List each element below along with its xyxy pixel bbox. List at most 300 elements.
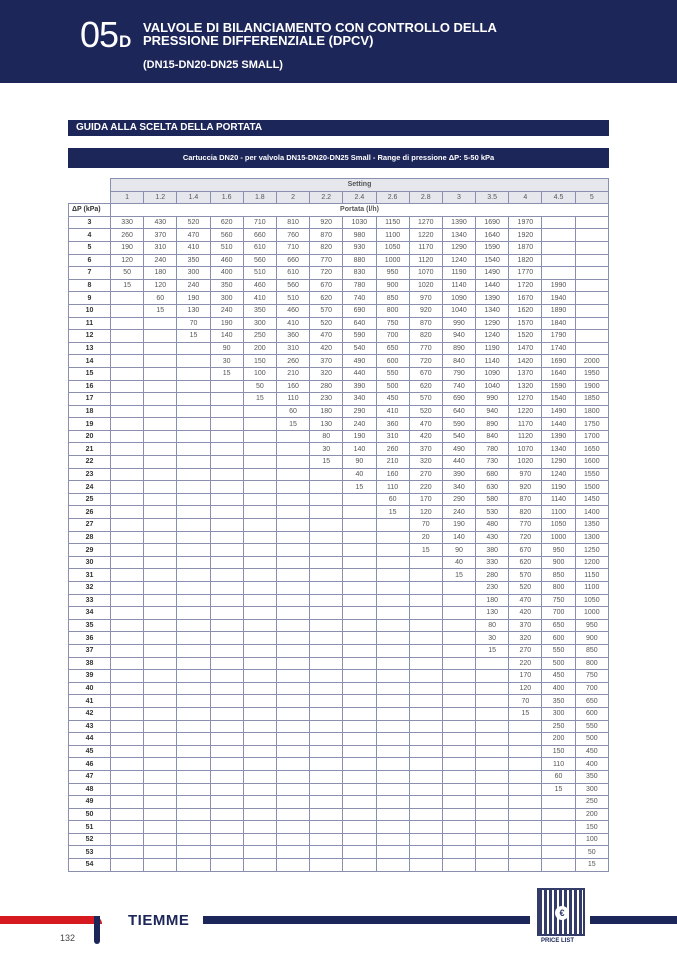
flow-cell: [210, 707, 243, 720]
dp-value: 51: [69, 821, 111, 834]
flow-cell: 620: [509, 556, 542, 569]
flow-cell: 1100: [376, 229, 409, 242]
flow-cell: [376, 670, 409, 683]
flow-cell: [409, 733, 442, 746]
flow-cell: [177, 493, 210, 506]
flow-cell: [409, 796, 442, 809]
table-row: [69, 821, 609, 834]
dp-value: 34: [69, 607, 111, 620]
flow-cell: 220: [409, 481, 442, 494]
section-title: GUIDA ALLA SCELTA DELLA PORTATA: [68, 120, 609, 136]
flow-cell: [111, 569, 144, 582]
flow-cell: 640: [442, 405, 475, 418]
flow-cell: [310, 745, 343, 758]
flow-cell: 1050: [542, 519, 575, 532]
flow-cell: 15: [476, 644, 509, 657]
flow-cell: [310, 670, 343, 683]
flow-cell: 1220: [509, 405, 542, 418]
flow-cell: 1700: [575, 430, 608, 443]
flow-cell: 1520: [509, 330, 542, 343]
flow-cell: [276, 707, 309, 720]
flow-cell: [210, 695, 243, 708]
table-row: [69, 380, 609, 393]
flow-cell: 1490: [542, 405, 575, 418]
flow-cell: [243, 808, 276, 821]
flow-cell: [177, 519, 210, 532]
flow-cell: [111, 493, 144, 506]
flow-cell: [243, 733, 276, 746]
flow-cell: 1050: [575, 594, 608, 607]
flow-cell: [210, 619, 243, 632]
flow-cell: [310, 619, 343, 632]
flow-cell: 1000: [575, 607, 608, 620]
dp-value: 49: [69, 796, 111, 809]
flow-cell: [509, 758, 542, 771]
flow-cell: [310, 657, 343, 670]
flow-cell: 350: [243, 304, 276, 317]
flow-cell: 1500: [575, 481, 608, 494]
flow-cell: 520: [310, 317, 343, 330]
flow-cell: 1620: [509, 304, 542, 317]
flow-cell: [210, 821, 243, 834]
flow-cell: [243, 456, 276, 469]
flow-cell: [476, 657, 509, 670]
flow-cell: 370: [409, 443, 442, 456]
flow-cell: 1240: [542, 468, 575, 481]
flow-cell: 1070: [409, 267, 442, 280]
flow-cell: 90: [442, 544, 475, 557]
flow-cell: 1040: [442, 304, 475, 317]
flow-cell: 1590: [542, 380, 575, 393]
flow-cell: 1250: [575, 544, 608, 557]
flow-cell: [310, 783, 343, 796]
flow-cell: [409, 859, 442, 872]
flow-cell: [144, 758, 177, 771]
flow-cell: [177, 796, 210, 809]
flow-cell: 310: [144, 241, 177, 254]
flow-cell: 1340: [476, 304, 509, 317]
flow-cell: 300: [575, 783, 608, 796]
flow-cell: 190: [343, 430, 376, 443]
flow-cell: [476, 821, 509, 834]
flow-cell: [310, 569, 343, 582]
flow-cell: 15: [243, 393, 276, 406]
flow-cell: [343, 569, 376, 582]
flow-cell: [210, 481, 243, 494]
flow-cell: 520: [409, 405, 442, 418]
flow-cell: 750: [575, 670, 608, 683]
flow-cell: [343, 796, 376, 809]
flow-cell: [376, 808, 409, 821]
page-number: 132: [60, 933, 76, 943]
flow-cell: 1050: [376, 241, 409, 254]
flow-cell: [276, 519, 309, 532]
flow-cell: 220: [509, 657, 542, 670]
flow-cell: 900: [542, 556, 575, 569]
dp-value: 37: [69, 644, 111, 657]
flow-cell: [144, 443, 177, 456]
table-row: [69, 468, 609, 481]
flow-cell: 1440: [542, 418, 575, 431]
setting-column-header: 3: [442, 191, 475, 204]
flow-cell: [409, 707, 442, 720]
flow-cell: [376, 733, 409, 746]
flow-cell: [310, 682, 343, 695]
dp-value: 18: [69, 405, 111, 418]
table-row: [69, 846, 609, 859]
flow-cell: 440: [442, 456, 475, 469]
flow-cell: [276, 783, 309, 796]
flow-cell: [111, 556, 144, 569]
flow-cell: 770: [509, 519, 542, 532]
table-row: [69, 267, 609, 280]
flow-cell: 670: [509, 544, 542, 557]
setting-column-header: 2.6: [376, 191, 409, 204]
flow-cell: 120: [111, 254, 144, 267]
flow-cell: [476, 733, 509, 746]
dp-value: 5: [69, 241, 111, 254]
flow-cell: [442, 770, 475, 783]
flow-cell: [144, 355, 177, 368]
footer-navy-line: [203, 916, 530, 924]
flow-cell: [210, 569, 243, 582]
flow-cell: [111, 292, 144, 305]
flow-cell: 730: [476, 456, 509, 469]
flow-cell: [177, 682, 210, 695]
flow-cell: 660: [243, 229, 276, 242]
flow-cell: 510: [276, 292, 309, 305]
flow-cell: [276, 544, 309, 557]
table-row: [69, 330, 609, 343]
flow-cell: [177, 393, 210, 406]
flow-cell: [243, 846, 276, 859]
flow-cell: [177, 481, 210, 494]
flow-cell: 330: [476, 556, 509, 569]
flow-cell: 90: [343, 456, 376, 469]
flow-cell: [144, 481, 177, 494]
flow-cell: [144, 670, 177, 683]
flow-cell: 1340: [542, 443, 575, 456]
flow-cell: [210, 644, 243, 657]
dp-value: 10: [69, 304, 111, 317]
flow-cell: 120: [144, 279, 177, 292]
dp-value: 43: [69, 720, 111, 733]
table-row: [69, 367, 609, 380]
flow-cell: 1170: [509, 418, 542, 431]
flow-cell: [442, 657, 475, 670]
flow-cell: [111, 594, 144, 607]
flow-cell: [177, 670, 210, 683]
flow-cell: 850: [376, 292, 409, 305]
setting-column-header: 1.4: [177, 191, 210, 204]
flow-cell: 990: [442, 317, 475, 330]
flow-cell: [243, 405, 276, 418]
flow-cell: 950: [575, 619, 608, 632]
flow-cell: [210, 594, 243, 607]
flow-cell: 1300: [575, 531, 608, 544]
flow-cell: [476, 770, 509, 783]
flow-cell: 670: [409, 367, 442, 380]
flow-cell: [376, 720, 409, 733]
flow-cell: 90: [210, 342, 243, 355]
flow-selection-table: [68, 178, 609, 872]
dp-value: 41: [69, 695, 111, 708]
flow-cell: [376, 632, 409, 645]
dp-value: 28: [69, 531, 111, 544]
flow-cell: [476, 695, 509, 708]
flow-cell: 1450: [575, 493, 608, 506]
flow-cell: [144, 342, 177, 355]
flow-cell: [442, 758, 475, 771]
flow-cell: 970: [409, 292, 442, 305]
flow-cell: [243, 468, 276, 481]
table-row: [69, 632, 609, 645]
flow-cell: 200: [542, 733, 575, 746]
flow-cell: 470: [310, 330, 343, 343]
flow-cell: 760: [276, 229, 309, 242]
flow-cell: [509, 720, 542, 733]
flow-cell: [409, 657, 442, 670]
qr-label: PRICE LIST: [541, 938, 575, 944]
flow-cell: 40: [442, 556, 475, 569]
flow-cell: [442, 846, 475, 859]
flow-cell: 560: [243, 254, 276, 267]
flow-cell: [276, 594, 309, 607]
flow-cell: 1020: [409, 279, 442, 292]
flow-cell: [210, 859, 243, 872]
flow-cell: [111, 783, 144, 796]
flow-cell: 190: [177, 292, 210, 305]
flow-cell: 60: [376, 493, 409, 506]
flow-cell: [210, 720, 243, 733]
flow-cell: [144, 846, 177, 859]
flow-cell: [376, 556, 409, 569]
flow-cell: [144, 720, 177, 733]
setting-header-row: [69, 179, 609, 192]
flow-cell: [144, 594, 177, 607]
flow-cell: [276, 632, 309, 645]
flow-cell: 510: [210, 241, 243, 254]
flow-cell: [111, 833, 144, 846]
flow-cell: [276, 430, 309, 443]
flow-cell: 920: [409, 304, 442, 317]
flow-cell: [575, 216, 608, 229]
flow-cell: 1850: [575, 393, 608, 406]
flow-cell: [276, 582, 309, 595]
flow-cell: [177, 657, 210, 670]
flow-cell: 150: [243, 355, 276, 368]
flow-cell: 1150: [575, 569, 608, 582]
flow-cell: [144, 821, 177, 834]
flow-cell: 1390: [442, 216, 475, 229]
flow-cell: [310, 695, 343, 708]
table-row: [69, 229, 609, 242]
flow-cell: 150: [575, 821, 608, 834]
flow-cell: [144, 430, 177, 443]
flow-cell: 130: [177, 304, 210, 317]
flow-cell: [177, 355, 210, 368]
flow-cell: 1890: [542, 304, 575, 317]
flow-cell: [376, 519, 409, 532]
flow-cell: 840: [442, 355, 475, 368]
setting-column-header: 2: [276, 191, 309, 204]
dp-value: 13: [69, 342, 111, 355]
flow-cell: 720: [509, 531, 542, 544]
flow-cell: [243, 594, 276, 607]
euro-icon: €: [555, 906, 569, 920]
table-row: [69, 644, 609, 657]
flow-cell: 1490: [476, 267, 509, 280]
flow-cell: [376, 582, 409, 595]
flow-cell: 60: [542, 770, 575, 783]
flow-cell: 1400: [575, 506, 608, 519]
table-row: [69, 783, 609, 796]
flow-cell: 15: [276, 418, 309, 431]
flow-cell: [276, 682, 309, 695]
flow-cell: [310, 544, 343, 557]
flow-cell: 160: [276, 380, 309, 393]
flow-cell: [409, 619, 442, 632]
flow-cell: [343, 733, 376, 746]
dp-value: 53: [69, 846, 111, 859]
flow-cell: 1200: [575, 556, 608, 569]
qr-code-icon[interactable]: [537, 888, 585, 936]
flow-cell: [177, 859, 210, 872]
flow-cell: 460: [276, 304, 309, 317]
flow-cell: 1190: [476, 342, 509, 355]
flow-cell: [177, 821, 210, 834]
table-row: [69, 481, 609, 494]
dp-value: 33: [69, 594, 111, 607]
flow-cell: [177, 367, 210, 380]
flow-cell: [243, 670, 276, 683]
flow-cell: [276, 468, 309, 481]
flow-cell: [210, 632, 243, 645]
table-row: [69, 796, 609, 809]
flow-cell: [509, 733, 542, 746]
flow-cell: [409, 556, 442, 569]
flow-cell: [343, 619, 376, 632]
flow-cell: [210, 582, 243, 595]
dp-value: 42: [69, 707, 111, 720]
flow-cell: 650: [542, 619, 575, 632]
flow-cell: 15: [111, 279, 144, 292]
flow-cell: 190: [111, 241, 144, 254]
flow-cell: 30: [476, 632, 509, 645]
flow-cell: [343, 519, 376, 532]
flow-cell: [343, 770, 376, 783]
table-row: [69, 418, 609, 431]
flow-cell: 210: [376, 456, 409, 469]
flow-cell: 570: [409, 393, 442, 406]
table-row: [69, 607, 609, 620]
flow-cell: 520: [177, 216, 210, 229]
flow-cell: 740: [442, 380, 475, 393]
flow-cell: [111, 796, 144, 809]
flow-cell: 1550: [575, 468, 608, 481]
flow-cell: [210, 607, 243, 620]
setting-column-header: 2.4: [343, 191, 376, 204]
dp-value: 16: [69, 380, 111, 393]
flow-cell: 670: [310, 279, 343, 292]
flow-cell: 240: [177, 279, 210, 292]
flow-cell: 1640: [542, 367, 575, 380]
flow-cell: [276, 481, 309, 494]
dp-value: 52: [69, 833, 111, 846]
flow-cell: [343, 582, 376, 595]
table-caption: Cartuccia DN20 - per valvola DN15-DN20-DN25 Small - Range di pressione ΔP: 5-50 kPa: [68, 148, 609, 168]
table-row: [69, 531, 609, 544]
flow-cell: [343, 644, 376, 657]
flow-cell: 650: [575, 695, 608, 708]
flow-cell: [210, 758, 243, 771]
flow-cell: 650: [376, 342, 409, 355]
flow-cell: 1290: [542, 456, 575, 469]
footer-navy-line-right: [590, 916, 677, 924]
flow-cell: [442, 707, 475, 720]
flow-cell: [343, 657, 376, 670]
flow-cell: [144, 506, 177, 519]
flow-cell: [111, 519, 144, 532]
flow-cell: [210, 405, 243, 418]
flow-cell: [210, 443, 243, 456]
flow-cell: 410: [276, 317, 309, 330]
flow-cell: [343, 707, 376, 720]
flow-cell: [542, 846, 575, 859]
flow-cell: [111, 367, 144, 380]
flow-cell: [210, 531, 243, 544]
flow-cell: [575, 330, 608, 343]
dp-value: 32: [69, 582, 111, 595]
flow-cell: [243, 859, 276, 872]
flow-cell: 870: [310, 229, 343, 242]
flow-cell: 1470: [509, 342, 542, 355]
flow-cell: 490: [442, 443, 475, 456]
flow-cell: [144, 330, 177, 343]
flow-cell: 560: [210, 229, 243, 242]
flow-cell: 470: [509, 594, 542, 607]
flow-cell: [111, 707, 144, 720]
flow-cell: [210, 657, 243, 670]
flow-cell: [177, 456, 210, 469]
flow-cell: 1840: [542, 317, 575, 330]
flow-cell: [542, 241, 575, 254]
flow-cell: 370: [509, 619, 542, 632]
flow-cell: [310, 833, 343, 846]
flow-cell: [144, 745, 177, 758]
flow-cell: [111, 304, 144, 317]
table-row: [69, 808, 609, 821]
table-row: [69, 707, 609, 720]
flow-cell: 260: [276, 355, 309, 368]
flow-cell: 200: [575, 808, 608, 821]
flow-cell: [111, 720, 144, 733]
flow-cell: [276, 833, 309, 846]
flow-cell: 250: [243, 330, 276, 343]
flow-cell: [409, 582, 442, 595]
flow-cell: 1940: [542, 292, 575, 305]
flow-cell: 920: [310, 216, 343, 229]
flow-cell: [442, 607, 475, 620]
flow-cell: [144, 393, 177, 406]
flow-cell: 620: [409, 380, 442, 393]
flow-cell: 1270: [509, 393, 542, 406]
flow-cell: 1540: [476, 254, 509, 267]
flow-cell: 1740: [542, 342, 575, 355]
flow-cell: 260: [111, 229, 144, 242]
flow-cell: [111, 481, 144, 494]
flow-cell: [442, 859, 475, 872]
